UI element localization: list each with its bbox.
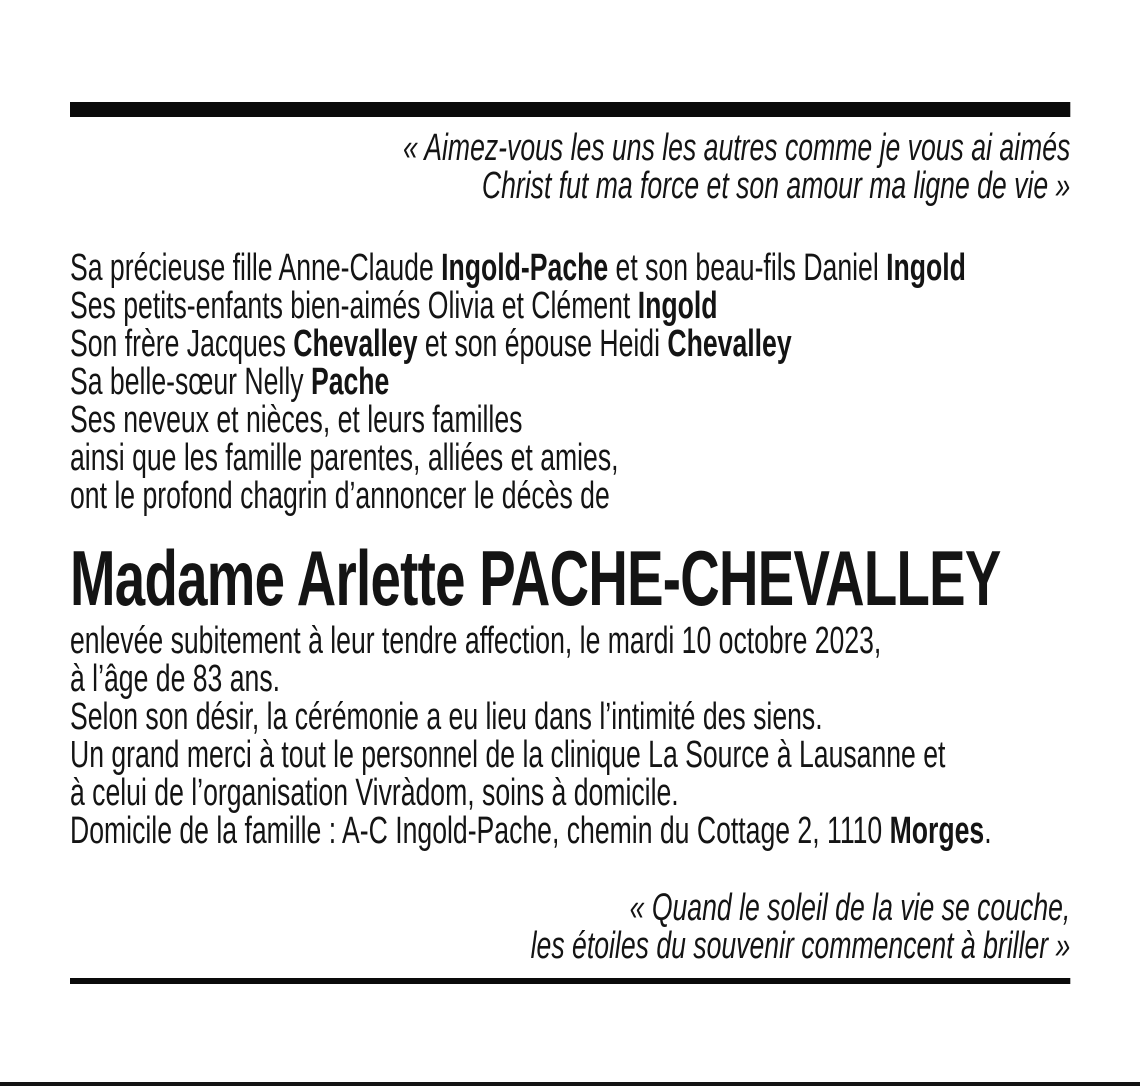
details-line xyxy=(70,660,1070,698)
text-segment: . xyxy=(984,810,992,852)
closing-quote-line: « Quand le soleil de la vie se couche, xyxy=(629,887,1071,929)
family-line xyxy=(70,325,1070,363)
text-segment: ont le profond chagrin d’annoncer le décès de xyxy=(70,475,610,517)
family-line xyxy=(70,477,1070,515)
text-segment: Ses petits-enfants bien-aimés Olivia et Clément xyxy=(70,285,638,327)
page-bottom-edge xyxy=(0,1082,1140,1086)
bold-name: Pache xyxy=(310,361,390,403)
text-segment: à l’âge de 83 ans. xyxy=(70,658,281,700)
bold-name: Chevalley xyxy=(293,323,418,365)
text-segment: Un grand merci à tout le personnel de la clinique La Source à Lausanne et xyxy=(70,734,946,776)
bottom-rule xyxy=(70,978,1070,984)
bold-name: Ingold xyxy=(637,285,718,327)
top-rule xyxy=(70,102,1070,117)
details-line xyxy=(70,622,1070,660)
family-line xyxy=(70,287,1070,325)
text-segment: ainsi que les famille parentes, alliées et amies, xyxy=(70,437,619,479)
announcement-details xyxy=(70,622,1070,850)
details-line xyxy=(70,812,1070,850)
bold-name: Chevalley xyxy=(667,323,792,365)
opening-quote-line: Christ fut ma force et son amour ma ligne de vie » xyxy=(481,165,1071,207)
text-segment: Selon son désir, la cérémonie a eu lieu dans l’intimité des siens. xyxy=(70,696,823,738)
family-announcement xyxy=(70,249,1070,515)
text-segment: Son frère Jacques xyxy=(70,323,294,365)
details-line xyxy=(70,736,1070,774)
closing-quote-line: les étoiles du souvenir commencent à briller » xyxy=(530,925,1071,967)
opening-quote-line: « Aimez-vous les uns les autres comme je vous ai aimés xyxy=(403,127,1071,169)
details-line xyxy=(70,774,1070,812)
text-segment: Sa précieuse fille Anne-Claude xyxy=(70,247,442,289)
closing-quote xyxy=(70,889,1070,965)
family-line xyxy=(70,249,1070,287)
bold-name: Ingold-Pache xyxy=(441,247,609,289)
text-segment: et son épouse Heidi xyxy=(417,323,668,365)
text-segment: Domicile de la famille : A-C Ingold-Pache, chemin du Cottage 2, 1110 xyxy=(70,810,890,852)
text-segment: à celui de l’organisation Vivràdom, soins à domicile. xyxy=(70,772,679,814)
bold-name: Morges xyxy=(889,810,985,852)
text-segment: et son beau-fils Daniel xyxy=(608,247,887,289)
text-segment: Sa belle-sœur Nelly xyxy=(70,361,311,403)
text-segment: Ses neveux et nièces, et leurs familles xyxy=(70,399,523,441)
family-line xyxy=(70,401,1070,439)
deceased-name: Madame Arlette PACHE-CHEVALLEY xyxy=(70,534,1001,622)
text-segment: enlevée subitement à leur tendre affection, le mardi 10 octobre 2023, xyxy=(70,620,882,662)
family-line xyxy=(70,363,1070,401)
bold-name: Ingold xyxy=(886,247,966,289)
details-line xyxy=(70,698,1070,736)
opening-quote xyxy=(70,129,1070,205)
family-line xyxy=(70,439,1070,477)
